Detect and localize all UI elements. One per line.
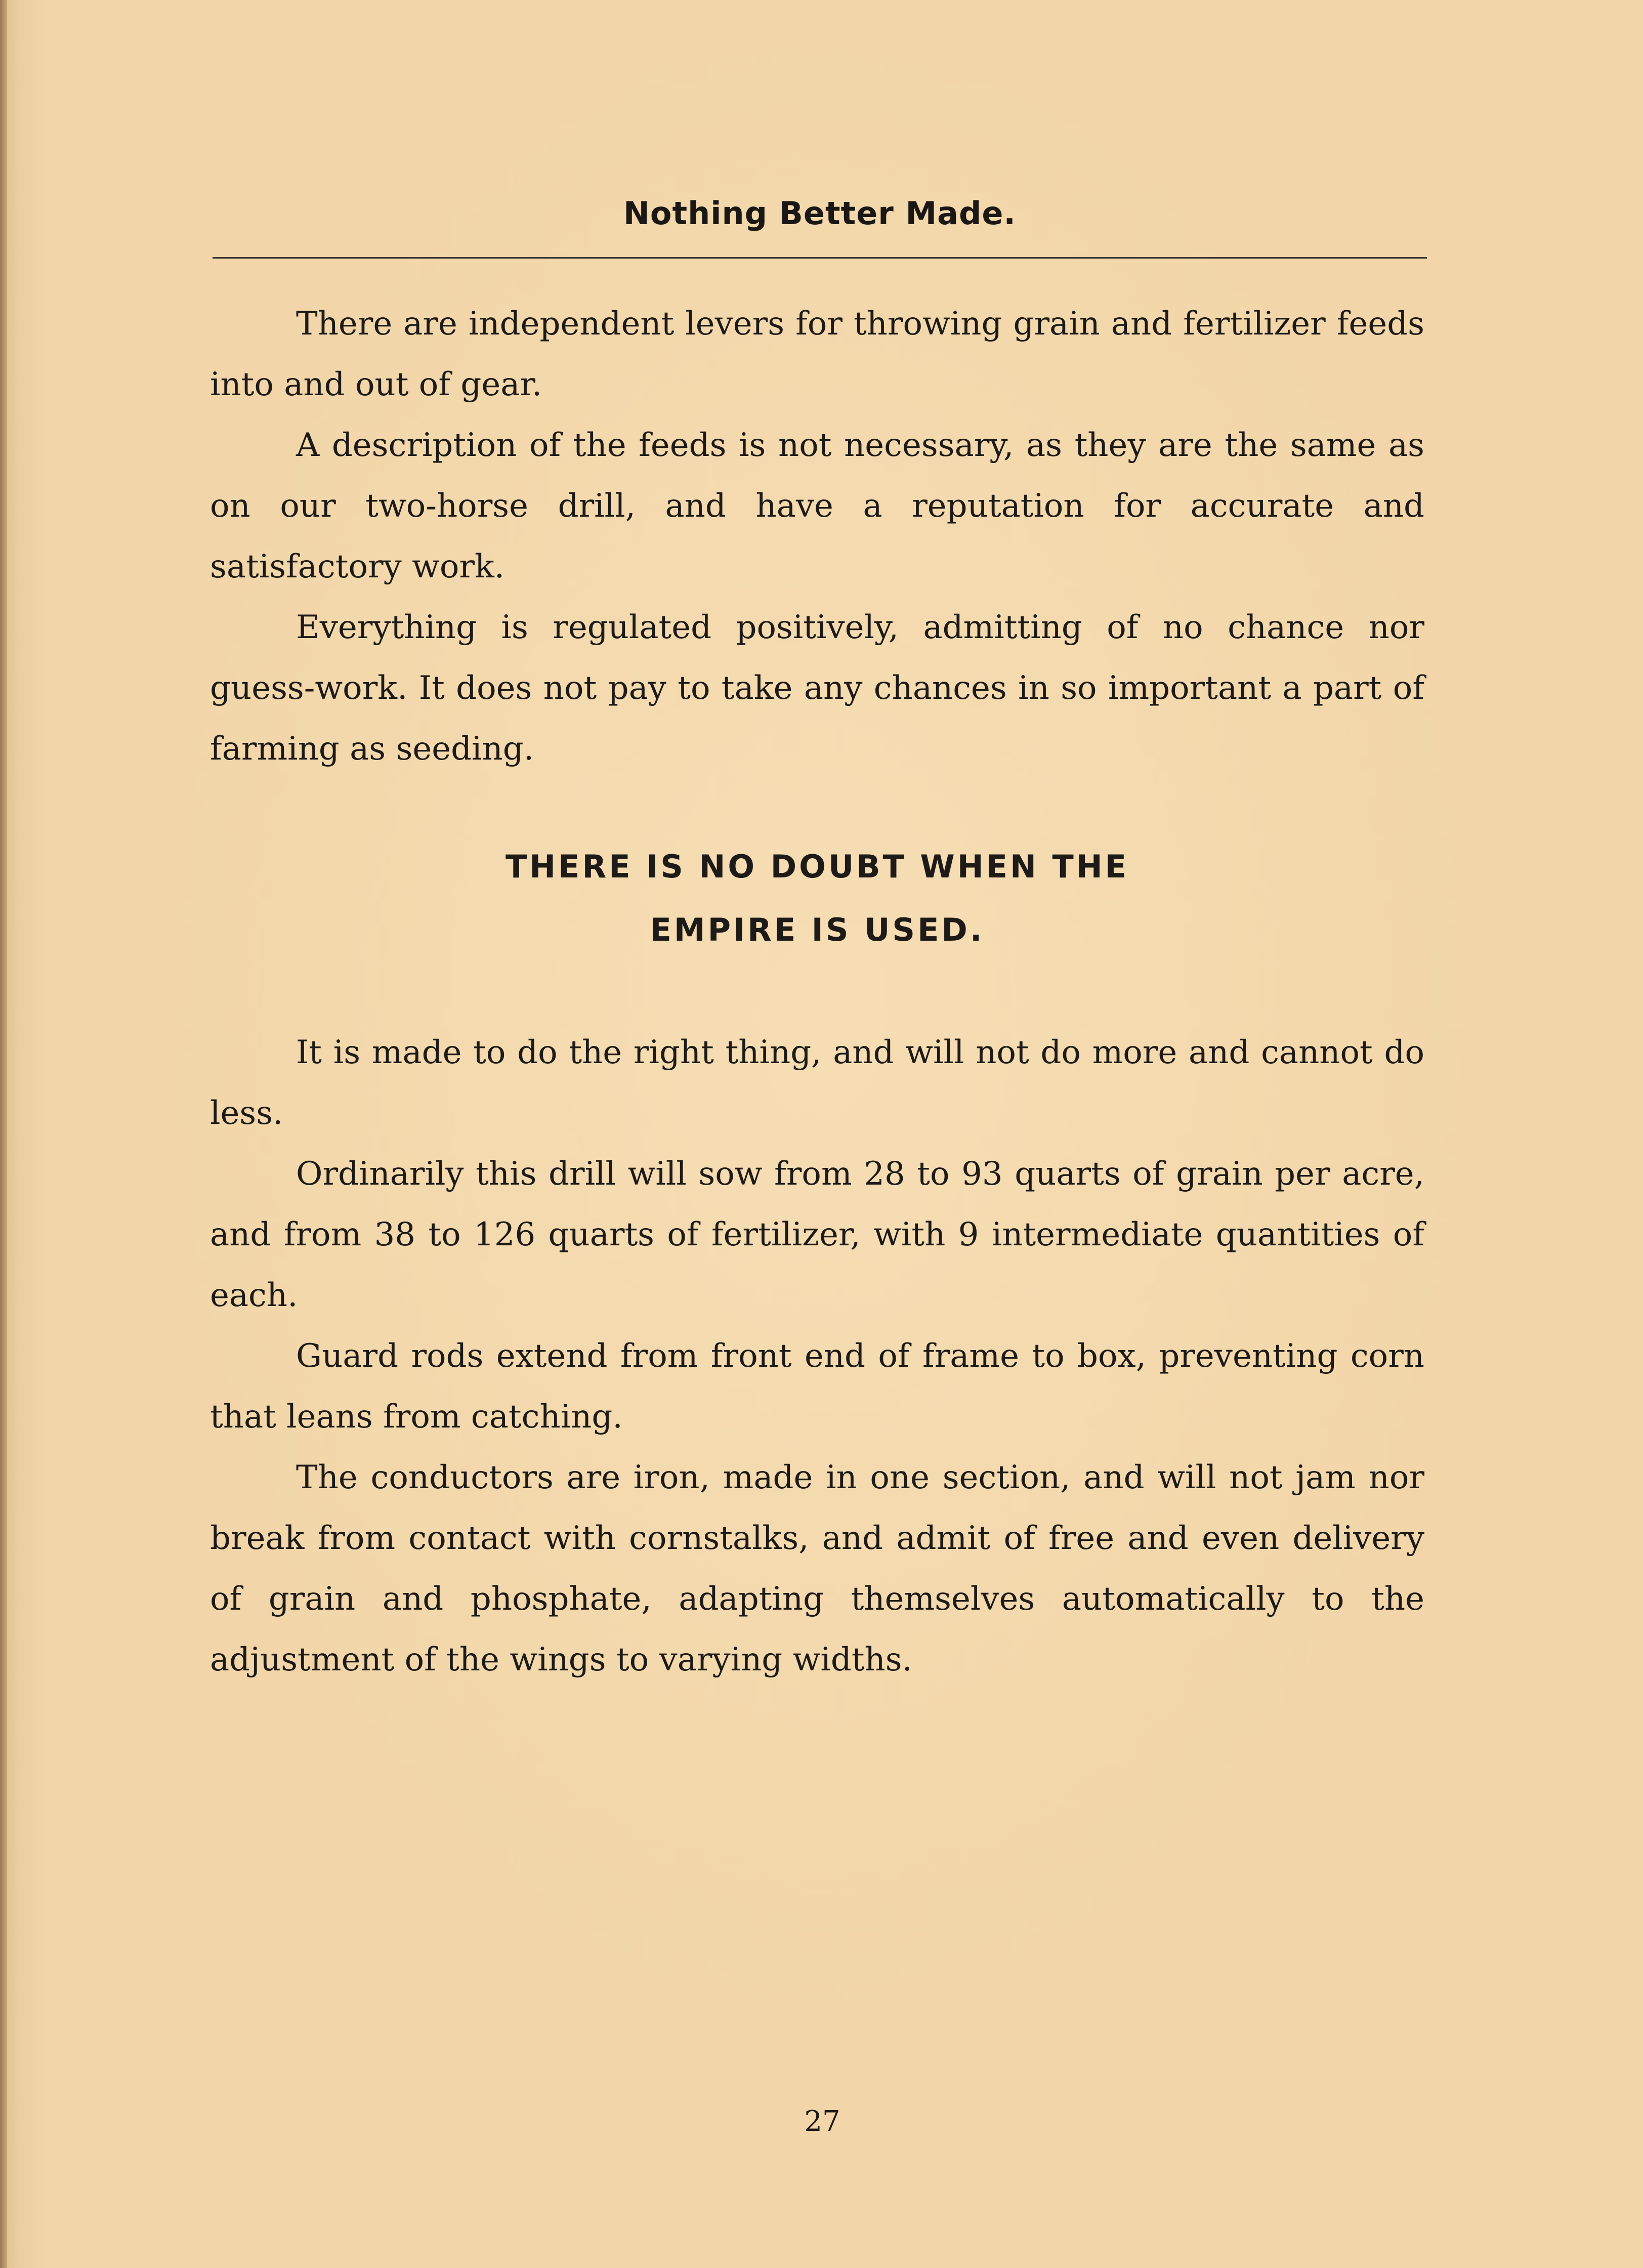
headline-line-2: EMPIRE IS USED. [650, 911, 985, 948]
body-text [210, 293, 1424, 1690]
paragraph-levers: There are independent levers for throwing grain and fertilizer feeds into and out of gear. [210, 305, 1424, 403]
paragraph-quantities: Ordinarily this drill will sow from 28 to 93 quarts of grain per acre, and from 38 to 126 quarts of fertilizer, with 9 intermediate quantities of each. [210, 1155, 1424, 1314]
section-headline [210, 835, 1424, 961]
page-number: 27 [804, 2105, 840, 2138]
headline-line-1: THERE IS NO DOUBT WHEN THE [505, 848, 1129, 885]
paragraph-conductors: The conductors are iron, made in one section, and will not jam nor break from contact with cornstalks, and admit of free and even delivery of grain and phosphate, adapting themselves automatically to the adjustment of the wings to varying widths. [210, 1459, 1424, 1678]
paragraph-guard-rods: Guard rods extend from front end of frame to box, preventing corn that leans from catching. [210, 1337, 1424, 1436]
paragraph-regulation: Everything is regulated positively, admitting of no chance nor guess-work. It does not pay to take any chances in so important a part of farming as seeding. [210, 609, 1424, 768]
running-head: Nothing Better Made. [623, 195, 1016, 232]
paragraph-right-thing: It is made to do the right thing, and will not do more and cannot do less. [210, 1034, 1424, 1132]
paragraph-feeds: A description of the feeds is not necessary, as they are the same as on our two-horse drill, and have a reputation for accurate and satisfactory work. [210, 427, 1424, 585]
header-rule [213, 257, 1427, 259]
page-edge [0, 0, 7, 2268]
